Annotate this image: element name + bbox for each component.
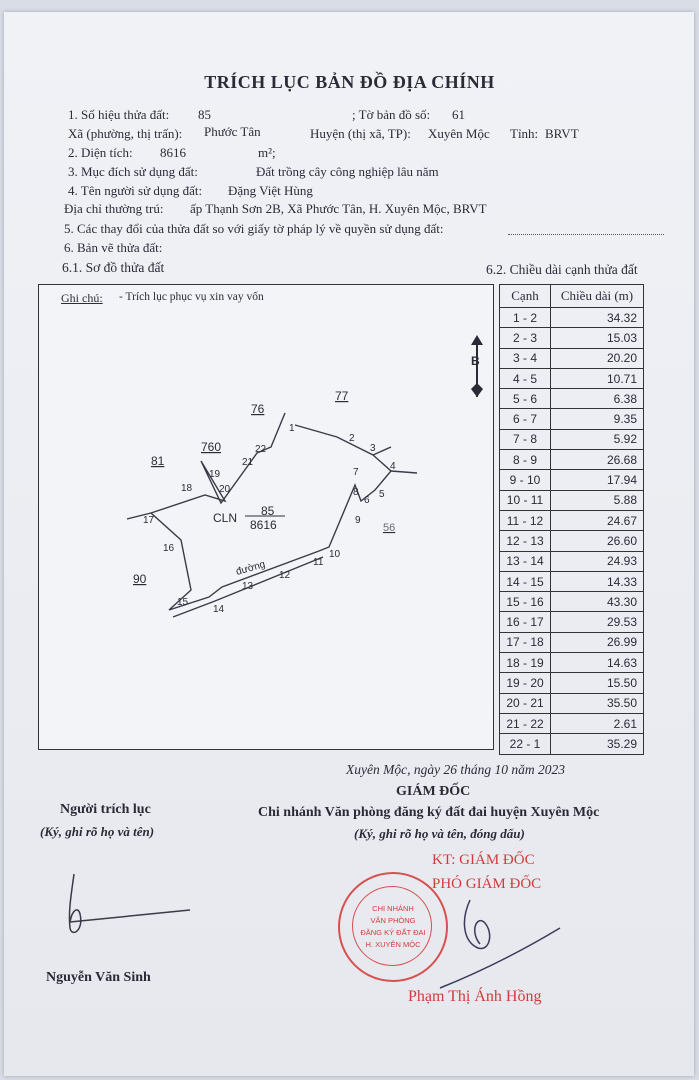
parcel-number-label: 1. Số hiệu thửa đất: — [68, 107, 170, 122]
segment-cell: 3 - 4 — [500, 348, 551, 368]
table-row — [500, 592, 644, 612]
owner-value: Đặng Việt Hùng — [228, 183, 313, 198]
map-note-label: Ghi chú: — [61, 291, 103, 305]
length-cell: 15.03 — [551, 328, 644, 348]
vertex-10: 10 — [329, 549, 341, 560]
date-year: năm 2023 — [511, 762, 565, 777]
segment-cell: 9 - 10 — [500, 470, 551, 490]
parcel-81: 81 — [151, 454, 165, 468]
owner-label: 4. Tên người sử dụng đất: — [68, 183, 203, 198]
length-cell: 24.93 — [551, 551, 644, 571]
length-cell: 17.94 — [551, 470, 644, 490]
table-row — [500, 368, 644, 388]
length-cell: 26.68 — [551, 450, 644, 470]
parcel-76: 76 — [251, 402, 265, 416]
table-row — [500, 551, 644, 571]
vertex-6: 6 — [364, 495, 370, 506]
segment-cell: 18 - 19 — [500, 653, 551, 673]
date-month: 10 — [494, 762, 508, 777]
boundary-extension-northeast — [373, 447, 391, 455]
parcel-85: 85 — [261, 504, 275, 518]
vertex-19: 19 — [209, 469, 221, 480]
stamp-line-2: VĂN PHÒNG — [370, 916, 416, 925]
segment-cell: 8 - 9 — [500, 450, 551, 470]
document-title: TRÍCH LỤC BẢN ĐỒ ĐỊA CHÍNH — [204, 72, 495, 92]
segment-cell: 12 - 13 — [500, 531, 551, 551]
table-row — [500, 653, 644, 673]
address-value: ấp Thạnh Sơn 2B, Xã Phước Tân, H. Xuyên Mộc, BRVT — [190, 201, 487, 216]
changes-dotline — [508, 234, 664, 235]
table-row — [500, 693, 644, 713]
table-row — [500, 450, 644, 470]
extractor-title: Người trích lục — [60, 802, 151, 817]
segment-cell: 6 - 7 — [500, 409, 551, 429]
date-place: Xuyên Mộc, ngày — [346, 762, 441, 777]
table-row — [500, 409, 644, 429]
length-cell: 9.35 — [551, 409, 644, 429]
vertex-3: 3 — [370, 443, 376, 454]
extractor-sign-note: (Ký, ghi rõ họ và tên) — [40, 824, 155, 839]
vertex-22: 22 — [255, 444, 267, 455]
deputy-signature — [420, 892, 570, 992]
land-use-label: 3. Mục đích sử dụng đất: — [68, 164, 198, 179]
segment-cell: 2 - 3 — [500, 328, 551, 348]
vertex-11: 11 — [313, 557, 324, 568]
segment-cell: 14 - 15 — [500, 571, 551, 591]
area-value: 8616 — [160, 145, 186, 160]
length-cell: 6.38 — [551, 389, 644, 409]
segment-cell: 5 - 6 — [500, 389, 551, 409]
segment-cell: 15 - 16 — [500, 592, 551, 612]
table-row — [500, 571, 644, 591]
north-label: B — [471, 354, 480, 368]
table-row — [500, 531, 644, 551]
segment-cell: 20 - 21 — [500, 693, 551, 713]
table-row — [500, 632, 644, 652]
segment-cell: 22 - 1 — [500, 734, 551, 754]
office-name: Chi nhánh Văn phòng đăng ký đất đai huyện Xuyên Mộc — [258, 805, 600, 820]
vertex-12: 12 — [279, 570, 291, 581]
table-row — [500, 389, 644, 409]
map-sheet-label: ; Tờ bản đồ số: — [352, 107, 431, 122]
parcel-90: 90 — [133, 572, 147, 586]
length-cell: 29.53 — [551, 612, 644, 632]
segment-cell: 13 - 14 — [500, 551, 551, 571]
length-cell: 14.63 — [551, 653, 644, 673]
length-cell: 26.99 — [551, 632, 644, 652]
table-row — [500, 612, 644, 632]
parcel-760: 760 — [201, 440, 222, 454]
land-use-value: Đất trồng cây công nghiệp lâu năm — [256, 164, 439, 179]
area-label: 2. Diện tích: — [68, 145, 133, 160]
table-row — [500, 490, 644, 510]
kt-label: KT: GIÁM ĐỐC — [432, 852, 535, 868]
parcel-diagram-label: 6.1. Sơ đồ thửa đất — [62, 260, 165, 275]
table-row — [500, 734, 644, 754]
vertex-20: 20 — [219, 484, 231, 495]
table-row — [500, 429, 644, 449]
date-month-label: tháng — [460, 762, 492, 777]
length-cell: 5.92 — [551, 429, 644, 449]
vertex-8: 8 — [353, 487, 359, 498]
stamp-line-4: H. XUYÊN MỘC — [365, 940, 421, 949]
segment-cell: 1 - 2 — [500, 308, 551, 328]
ward-value: Phước Tân — [204, 124, 261, 139]
district-value: Xuyên Mộc — [428, 126, 490, 141]
stamp-line-3: ĐĂNG KÝ ĐẤT ĐAI — [360, 928, 426, 937]
length-cell: 15.50 — [551, 673, 644, 693]
changes-label: 5. Các thay đổi của thửa đất so với giấy tờ pháp lý về quyền sử dụng đất: — [64, 221, 444, 236]
vertex-1: 1 — [289, 423, 295, 434]
district-label: Huyện (thị xã, TP): — [310, 126, 411, 141]
table-row — [500, 470, 644, 490]
vertex-4: 4 — [390, 461, 396, 472]
parcel-area: 8616 — [250, 518, 277, 532]
table-row — [500, 348, 644, 368]
length-cell: 43.30 — [551, 592, 644, 612]
length-cell: 24.67 — [551, 510, 644, 530]
length-cell: 2.61 — [551, 713, 644, 733]
length-cell: 35.50 — [551, 693, 644, 713]
date-day: 26 — [443, 762, 457, 777]
col-segment: Cạnh — [500, 285, 551, 308]
extractor-signature — [50, 870, 210, 940]
vertex-13: 13 — [242, 581, 254, 592]
table-row — [500, 510, 644, 530]
length-cell: 10.71 — [551, 368, 644, 388]
segment-cell: 7 - 8 — [500, 429, 551, 449]
parcel-number-value: 85 — [198, 107, 211, 122]
segment-cell: 11 - 12 — [500, 510, 551, 530]
area-unit: m²; — [258, 145, 276, 160]
vertex-18: 18 — [181, 483, 193, 494]
deputy-title: PHÓ GIÁM ĐỐC — [432, 876, 542, 892]
segment-cell: 17 - 18 — [500, 632, 551, 652]
parcel-map — [38, 284, 494, 750]
segment-cell: 16 - 17 — [500, 612, 551, 632]
vertex-5: 5 — [379, 489, 385, 500]
vertex-9: 9 — [355, 515, 361, 526]
segment-cell: 10 - 11 — [500, 490, 551, 510]
length-cell: 5.88 — [551, 490, 644, 510]
vertex-7: 7 — [353, 467, 359, 478]
vertex-2: 2 — [349, 433, 355, 444]
vertex-17: 17 — [143, 515, 155, 526]
edge-length-table — [499, 284, 644, 755]
table-row — [500, 328, 644, 348]
vertex-14: 14 — [213, 604, 225, 615]
date-line — [346, 762, 565, 778]
province-label: Tỉnh: — [510, 126, 539, 141]
edge-lengths-label: 6.2. Chiều dài cạnh thửa đất — [486, 262, 638, 277]
table-row — [500, 713, 644, 733]
segment-cell: 19 - 20 — [500, 673, 551, 693]
segment-cell: 4 - 5 — [500, 368, 551, 388]
parcel-77: 77 — [335, 389, 349, 403]
parcel-drawing — [39, 285, 493, 749]
ward-label: Xã (phường, thị trấn): — [68, 126, 183, 141]
stamp-line-1: CHI NHÁNH — [372, 904, 414, 913]
office-sign-note: (Ký, ghi rõ họ và tên, đóng dấu) — [354, 826, 525, 841]
north-arrow-icon — [471, 335, 483, 397]
drawing-label: 6. Bản vẽ thửa đất: — [64, 240, 163, 255]
vertex-21: 21 — [242, 457, 254, 468]
address-label: Địa chỉ thường trú: — [64, 201, 164, 216]
director-title: GIÁM ĐỐC — [396, 784, 471, 799]
parcel-56: 56 — [383, 522, 396, 534]
deputy-name: Phạm Thị Ánh Hồng — [408, 988, 542, 1005]
length-cell: 14.33 — [551, 571, 644, 591]
road-label: đường — [234, 559, 267, 578]
length-cell: 26.60 — [551, 531, 644, 551]
table-row — [500, 673, 644, 693]
col-length: Chiều dài (m) — [551, 285, 644, 308]
length-cell: 20.20 — [551, 348, 644, 368]
segment-cell: 21 - 22 — [500, 713, 551, 733]
vertex-16: 16 — [163, 543, 175, 554]
length-cell: 34.32 — [551, 308, 644, 328]
province-value: BRVT — [545, 126, 579, 141]
extractor-name: Nguyễn Văn Sinh — [46, 970, 151, 985]
table-row — [500, 308, 644, 328]
map-note-text: - Trích lục phục vụ xin vay vốn — [119, 291, 264, 303]
land-class: CLN — [213, 511, 238, 525]
length-cell: 35.29 — [551, 734, 644, 754]
vertex-15: 15 — [177, 597, 189, 608]
map-sheet-value: 61 — [452, 107, 465, 122]
